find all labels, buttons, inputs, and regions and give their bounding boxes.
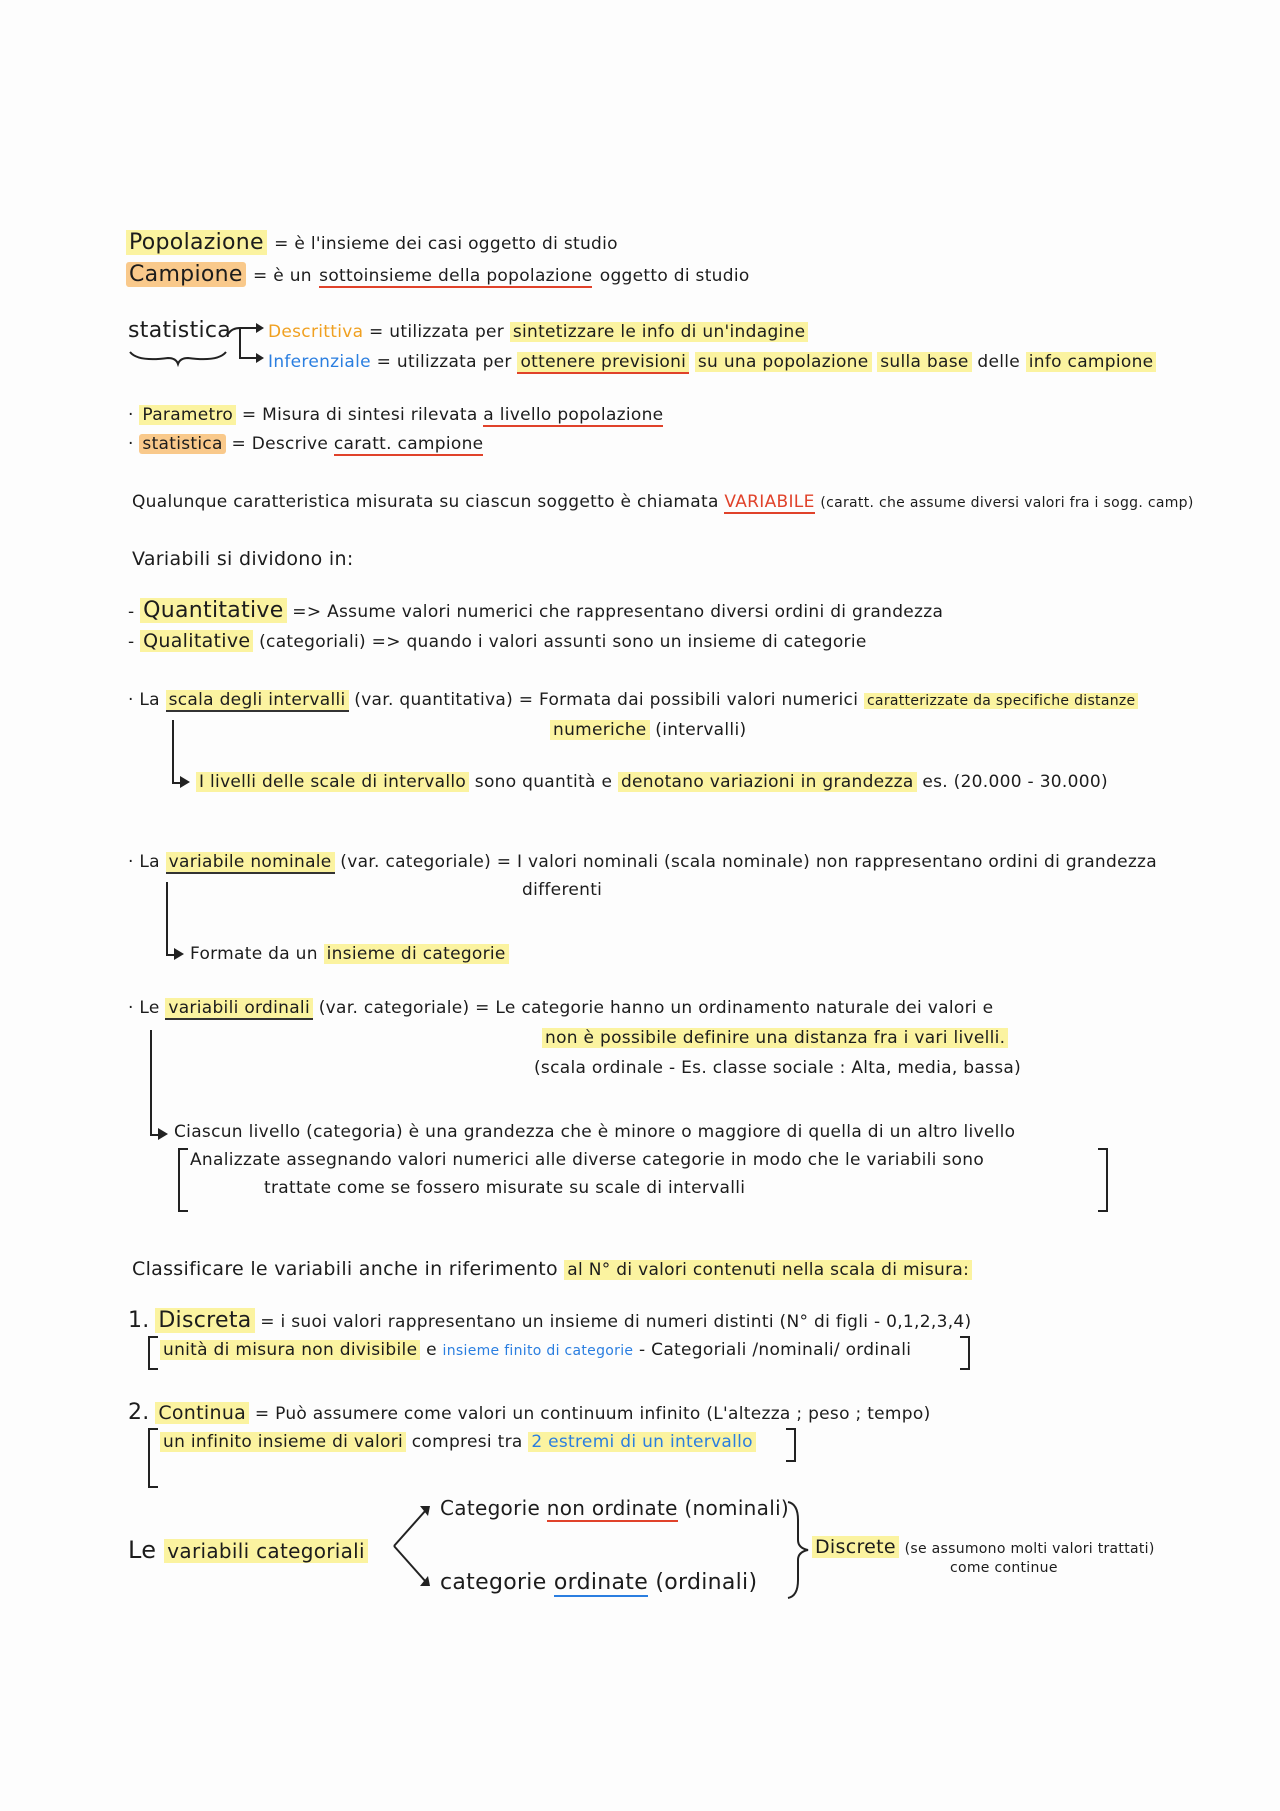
categoriali-bottom xyxy=(440,1570,757,1596)
continua-term: Continua xyxy=(155,1402,249,1424)
continua-c: compresi tra xyxy=(411,1432,523,1452)
scala-sub-d: es. (20.000 - 30.000) xyxy=(922,772,1108,792)
categoriali-branch-arrows xyxy=(392,1500,436,1590)
descrittiva-term: Descrittiva xyxy=(268,322,364,342)
categoriali-bot-a: categorie xyxy=(440,1570,547,1595)
categoriali-discrete-term: Discrete xyxy=(812,1536,899,1558)
scala-intervalli-line xyxy=(128,690,1138,710)
variabile-text-a: Qualunque caratteristica misurata su ciascun soggetto è chiamata xyxy=(132,492,719,512)
continua-d: 2 estremi di un intervallo xyxy=(528,1432,756,1452)
qualitative-def: (categoriali) => quando i valori assunti sono un insieme di categorie xyxy=(259,632,867,652)
discreta-line xyxy=(128,1308,971,1334)
categoriali-term: variabili categoriali xyxy=(164,1539,368,1563)
scala-connector-v xyxy=(172,720,174,782)
continua-line xyxy=(128,1400,931,1426)
categoriali-bot-b: ordinate xyxy=(553,1570,649,1595)
scala-term: scala degli intervalli xyxy=(166,690,349,712)
categoriali-prefix: Le xyxy=(128,1536,157,1564)
inferenziale-c: su una popolazione xyxy=(695,352,872,372)
campione-def-a: = è un xyxy=(253,266,312,286)
branch-arrows xyxy=(226,322,266,366)
discreta-e: - Categoriali /nominali/ ordinali xyxy=(639,1340,912,1360)
inferenziale-term: Inferenziale xyxy=(268,352,371,372)
parametro-line xyxy=(128,405,663,425)
scala-prefix: · La xyxy=(128,690,160,710)
categoriali-discrete-line xyxy=(812,1536,1155,1559)
descrittiva-a: = utilizzata per xyxy=(369,322,505,342)
scala-d: (intervalli) xyxy=(655,720,747,740)
nominale-a: (var. categoriale) = I valori nominali (scala nominale) non rappresentano ordini di grandezza xyxy=(340,852,1158,872)
ordinali-bracket-right xyxy=(1098,1148,1108,1212)
scala-intervalli-cont xyxy=(550,720,746,740)
inferenziale-f: info campione xyxy=(1026,352,1157,372)
inferenziale-e: delle xyxy=(977,352,1021,372)
nominale-prefix: · La xyxy=(128,852,160,872)
statistica-bullet-a: = Descrive xyxy=(231,434,329,454)
classificare-b: al N° di valori contenuti nella scala di misura: xyxy=(564,1260,972,1280)
scala-sub-b: sono quantità e xyxy=(474,772,613,792)
popolazione-def: = è l'insieme dei casi oggetto di studio xyxy=(274,234,618,254)
nominale-arrow-head xyxy=(174,948,184,960)
inferenziale-d: sulla base xyxy=(877,352,971,372)
campione-term: Campione xyxy=(126,262,246,287)
discreta-term: Discreta xyxy=(155,1308,254,1333)
ordinali-b: non è possibile definire una distanza fra i vari livelli. xyxy=(542,1028,1008,1048)
discreta-num: 1. xyxy=(128,1308,150,1333)
quantitative-def: => Assume valori numerici che rappresentano diversi ordini di grandezza xyxy=(292,602,944,622)
discreta-bracket-left xyxy=(148,1336,158,1370)
discreta-d: insieme finito di categorie xyxy=(442,1343,634,1359)
discreta-sub-line xyxy=(160,1340,911,1360)
discreta-c: e xyxy=(426,1340,437,1360)
nominale-term: variabile nominale xyxy=(166,852,335,874)
scala-sub-a: I livelli delle scale di intervallo xyxy=(196,772,469,792)
bullet-dot: · xyxy=(128,434,140,454)
statistica-label: statistica xyxy=(128,318,232,343)
campione-def-b: sottoinsieme della popolazione xyxy=(319,266,593,286)
scala-sub-line xyxy=(196,772,1108,792)
inferenziale-b: ottenere previsioni xyxy=(517,352,689,374)
qualitative-line xyxy=(128,630,867,653)
campione-def-c: oggetto di studio xyxy=(599,266,750,286)
statistica-bullet-b: caratt. campione xyxy=(333,434,484,454)
categoriali-top-c: (nominali) xyxy=(684,1496,790,1520)
inferenziale-a: = utilizzata per xyxy=(376,352,512,372)
ordinali-connector-v xyxy=(150,1030,152,1134)
categoriali-line xyxy=(128,1536,368,1565)
continua-a: = Può assumere come valori un continuum infinito (L'altezza ; peso ; tempo) xyxy=(254,1404,931,1424)
ordinali-a: (var. categoriale) = Le categorie hanno un ordinamento naturale dei valori e xyxy=(318,998,994,1018)
categoriali-top-a: Categorie xyxy=(440,1496,541,1520)
dash: - xyxy=(128,602,141,622)
dash: - xyxy=(128,632,141,652)
ordinali-line xyxy=(128,998,993,1018)
variabile-text-b: (caratt. che assume diversi valori fra i sogg. camp) xyxy=(820,495,1194,511)
nominale-connector-v xyxy=(166,882,168,954)
nominale-sub-b: insieme di categorie xyxy=(324,944,509,964)
continua-num: 2. xyxy=(128,1400,150,1425)
ordinali-cont-b xyxy=(542,1028,1008,1048)
classificare-a: Classificare le variabili anche in riferimento xyxy=(132,1258,558,1280)
continua-b: un infinito insieme di valori xyxy=(160,1432,406,1452)
variabile-line xyxy=(132,492,1194,512)
discreta-a: = i suoi valori rappresentano un insieme di numeri distinti (N° di figli - 0,1,2,3,4) xyxy=(260,1312,972,1332)
ordinali-bracket-left xyxy=(178,1148,188,1212)
ordinali-prefix: · Le xyxy=(128,998,160,1018)
classificare-line xyxy=(132,1258,972,1281)
ordinali-sub-c: trattate come se fossero misurate su scale di intervalli xyxy=(264,1178,746,1198)
bullet-dot: · xyxy=(128,405,140,425)
categoriali-bot-c: (ordinali) xyxy=(655,1570,758,1595)
ordinali-term: variabili ordinali xyxy=(165,998,313,1020)
scala-sub-c: denotano variazioni in grandezza xyxy=(618,772,917,792)
quantitative-line xyxy=(128,598,943,624)
inferenziale-line xyxy=(268,352,1156,372)
popolazione-term: Popolazione xyxy=(126,230,267,255)
variabili-dividono: Variabili si dividono in: xyxy=(132,548,354,570)
scala-arrow-head xyxy=(180,776,190,788)
quantitative-term: Quantitative xyxy=(140,598,286,623)
discreta-b: unità di misura non divisibile xyxy=(160,1340,420,1360)
nominale-sub-line xyxy=(190,944,509,964)
ordinali-cont-c: (scala ordinale - Es. classe sociale : Alta, media, bassa) xyxy=(534,1058,1022,1078)
ordinali-arrow-head xyxy=(158,1128,168,1140)
campione-line xyxy=(126,262,750,288)
continua-bracket-right xyxy=(786,1428,796,1462)
nominale-line xyxy=(128,852,1157,872)
scala-c: numeriche xyxy=(550,720,650,740)
parametro-term: Parametro xyxy=(139,405,236,425)
categoriali-discrete-b: come continue xyxy=(950,1560,1058,1576)
categoriali-discrete-a: (se assumono molti valori trattati) xyxy=(904,1541,1155,1557)
nominale-sub-a: Formate da un xyxy=(190,944,318,964)
ordinali-sub-a: Ciascun livello (categoria) è una grandezza che è minore o maggiore di quella di un altro livello xyxy=(174,1122,1016,1142)
qualitative-term: Qualitative xyxy=(140,630,253,652)
scala-b: caratterizzate da specifiche distanze xyxy=(864,693,1139,709)
descrittiva-b: sintetizzare le info di un'indagine xyxy=(510,322,809,342)
statistica-bullet-line xyxy=(128,434,483,454)
categoriali-top xyxy=(440,1496,789,1520)
categoriali-top-b: non ordinate xyxy=(546,1496,678,1520)
scala-a: (var. quantitativa) = Formata dai possibili valori numerici xyxy=(354,690,859,710)
variabile-term: VARIABILE xyxy=(724,492,815,512)
continua-sub-line xyxy=(160,1432,756,1452)
brace-decoration xyxy=(128,348,228,368)
nominale-cont: differenti xyxy=(522,880,603,900)
parametro-b: a livello popolazione xyxy=(483,405,664,425)
continua-bracket-left xyxy=(148,1428,158,1488)
discreta-bracket-right xyxy=(960,1336,970,1370)
popolazione-line xyxy=(126,230,618,256)
categoriali-right-brace xyxy=(786,1500,810,1600)
descrittiva-line xyxy=(268,322,808,342)
parametro-a: = Misura di sintesi rilevata xyxy=(241,405,478,425)
ordinali-sub-b: Analizzate assegnando valori numerici alle diverse categorie in modo che le variabili sono xyxy=(190,1150,985,1170)
statistica-bullet-term: statistica xyxy=(139,434,225,454)
